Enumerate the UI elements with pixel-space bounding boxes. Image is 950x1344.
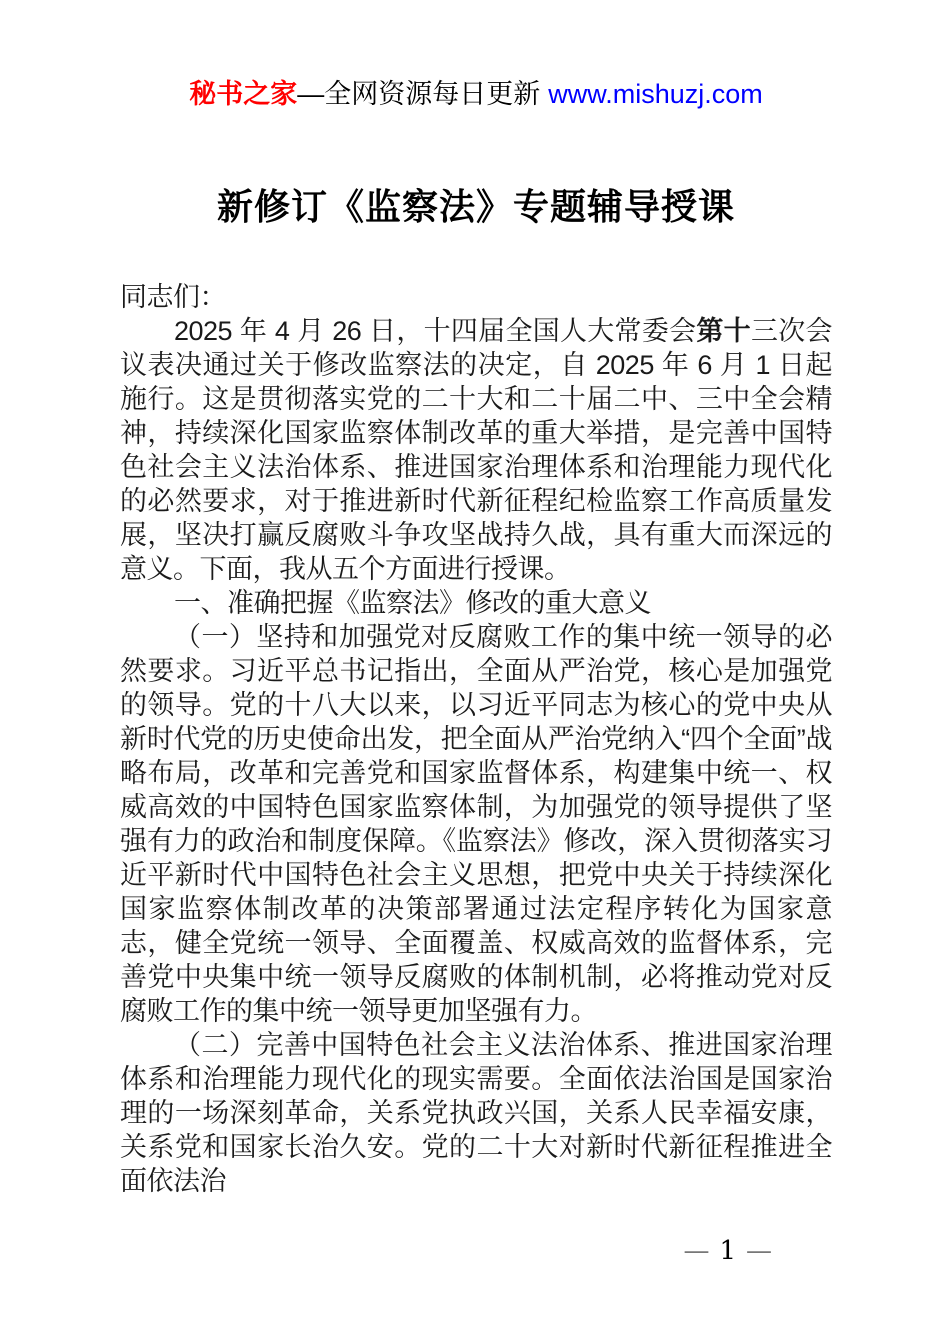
paragraph-point-2: （二）完善中国特色社会主义法治体系、推进国家治理体系和治理能力现代化的现实需要。全面依法治国是国家治理的一场深刻革命，关系党执政兴国，关系人民幸福安康，关系党和国家长治久安。党的二十大对新时代新征程推进全面依法治 (120, 1030, 832, 1196)
document-title: 新修订《监察法》专题辅导授课 (216, 186, 735, 227)
paragraph-intro-post: 三次会议表决通过关于修改监察法的决定，自 2025 年 6 月 1 日起施行。这是贯彻落实党的二十大和二十届二中、三中全会精神，持续深化国家监察体制改革的重大举措，是完善中国特色社会主义法治体系、推进国家治理体系和治理能力现代化的必然要求，对于推进新时代新征程纪检监察工作高质量发展，坚决打赢反腐败斗争攻坚战持久战，具有重大而深远的意义。下面，我从五个方面进行授课。 (120, 316, 833, 584)
page-number-dash-right: — (746, 1236, 772, 1266)
site-tagline: 全网资源每日更新 (324, 79, 541, 109)
site-header (120, 78, 832, 110)
paragraph-intro-pre: 2025 年 4 月 26 日，十四届全国人大常委会 (174, 316, 697, 346)
site-url[interactable]: www.mishuzj.com (548, 79, 763, 109)
site-brand: 秘书之家 (189, 79, 298, 109)
document-body (120, 280, 832, 1198)
section-heading-1: 一、准确把握《监察法》修改的重大意义 (174, 588, 651, 618)
salutation: 同志们： (120, 282, 226, 312)
paragraph-intro-bold: 第十 (696, 316, 751, 346)
page-number-value: 1 (719, 1236, 736, 1266)
page-number (673, 1236, 782, 1266)
header-separator: — (297, 79, 325, 109)
paragraph-point-1: （一）坚持和加强党对反腐败工作的集中统一领导的必然要求。习近平总书记指出，全面从严治党，核心是加强党的领导。党的十八大以来，以习近平同志为核心的党中央从新时代党的历史使命出发，把全面从严治党纳入“四个全面”战略布局，改革和完善党和国家监督体系，构建集中统一、权威高效的中国特色国家监察体制，为加强党的领导提供了坚强有力的政治和制度保障。《监察法》修改，深入贯彻落实习近平新时代中国特色社会主义思想，把党中央关于持续深化国家监察体制改革的决策部署通过法定程序转化为国家意志，健全党统一领导、全面覆盖、权威高效的监督体系，完善党中央集中统一领导反腐败的体制机制，必将推动党对反腐败工作的集中统一领导更加坚强有力。 (120, 622, 832, 1026)
paragraph-intro (120, 314, 832, 586)
page-number-dash-left: — (683, 1236, 710, 1266)
